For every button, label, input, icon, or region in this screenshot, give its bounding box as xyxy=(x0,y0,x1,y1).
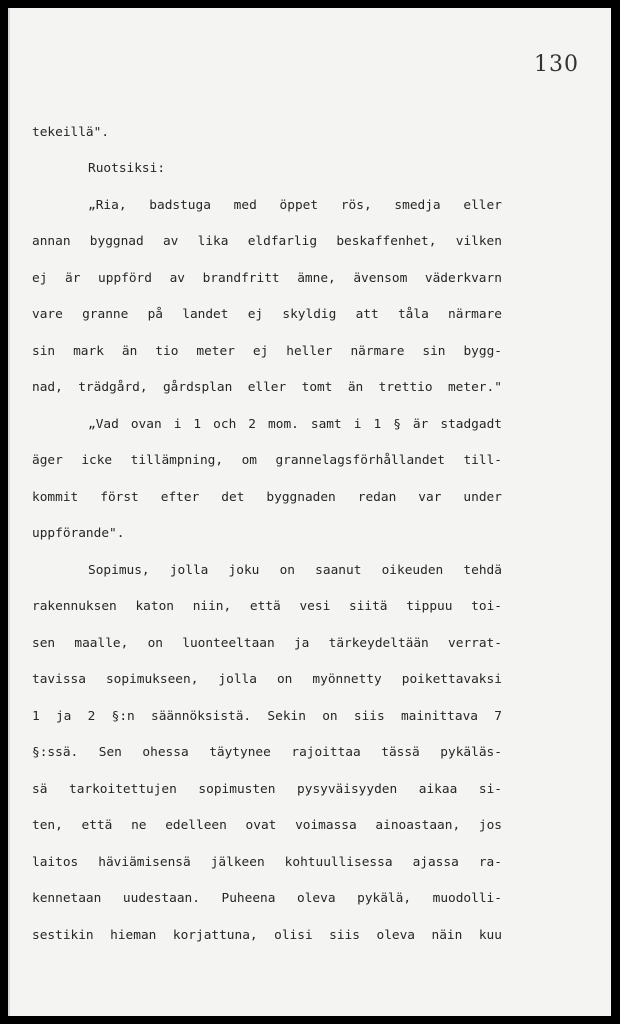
text-line: äger icke tillämpning, om grannelagsförhållandet till- xyxy=(32,453,502,469)
text-line: annan byggnad av lika eldfarlig beskaffenhet, vilken xyxy=(32,234,502,250)
text-body xyxy=(32,114,502,954)
text-line: kommit först efter det byggnaden redan var under xyxy=(32,489,502,505)
text-line: ten, että ne edelleen ovat voimassa ainoastaan, jos xyxy=(32,818,502,834)
text-line: Ruotsiksi: xyxy=(88,161,166,177)
text-line: kennetaan uudestaan. Puheena oleva pykälä, muodolli- xyxy=(32,891,502,907)
text-line: tekeillä". xyxy=(32,124,110,140)
text-line: sestikin hieman korjattuna, olisi siis oleva näin kuu xyxy=(32,927,502,943)
page-number: 130 xyxy=(534,52,579,77)
text-line: sin mark än tio meter ej heller närmare sin bygg- xyxy=(32,343,502,359)
text-line: tavissa sopimukseen, jolla on myönnetty poikettavaksi xyxy=(32,672,502,688)
text-line: §:ssä. Sen ohessa täytynee rajoittaa tässä pykäläs- xyxy=(32,745,502,761)
text-line: ej är uppförd av brandfritt ämne, ävensom väderkvarn xyxy=(32,270,502,286)
text-line: laitos häviämisensä jälkeen kohtuullisessa ajassa ra- xyxy=(32,854,502,870)
text-line: sä tarkoitettujen sopimusten pysyväisyyden aikaa si- xyxy=(32,781,502,797)
text-line: nad, trädgård, gårdsplan eller tomt än trettio meter." xyxy=(32,380,502,396)
page-edge-shadow xyxy=(8,8,10,1016)
document-page xyxy=(8,8,611,1016)
text-line: „Ria, badstuga med öppet rös, smedja eller xyxy=(88,197,502,213)
text-line: „Vad ovan i 1 och 2 mom. samt i 1 § är stadgadt xyxy=(88,416,502,432)
text-line: sen maalle, on luonteeltaan ja tärkeydeltään verrat- xyxy=(32,635,502,651)
text-line: 1 ja 2 §:n säännöksistä. Sekin on siis mainittava 7 xyxy=(32,708,502,724)
text-line: Sopimus, jolla joku on saanut oikeuden tehdä xyxy=(88,562,502,578)
text-line: rakennuksen katon niin, että vesi siitä tippuu toi- xyxy=(32,599,502,615)
text-line: uppförande". xyxy=(32,526,125,542)
text-line: vare granne på landet ej skyldig att tåla närmare xyxy=(32,307,502,323)
